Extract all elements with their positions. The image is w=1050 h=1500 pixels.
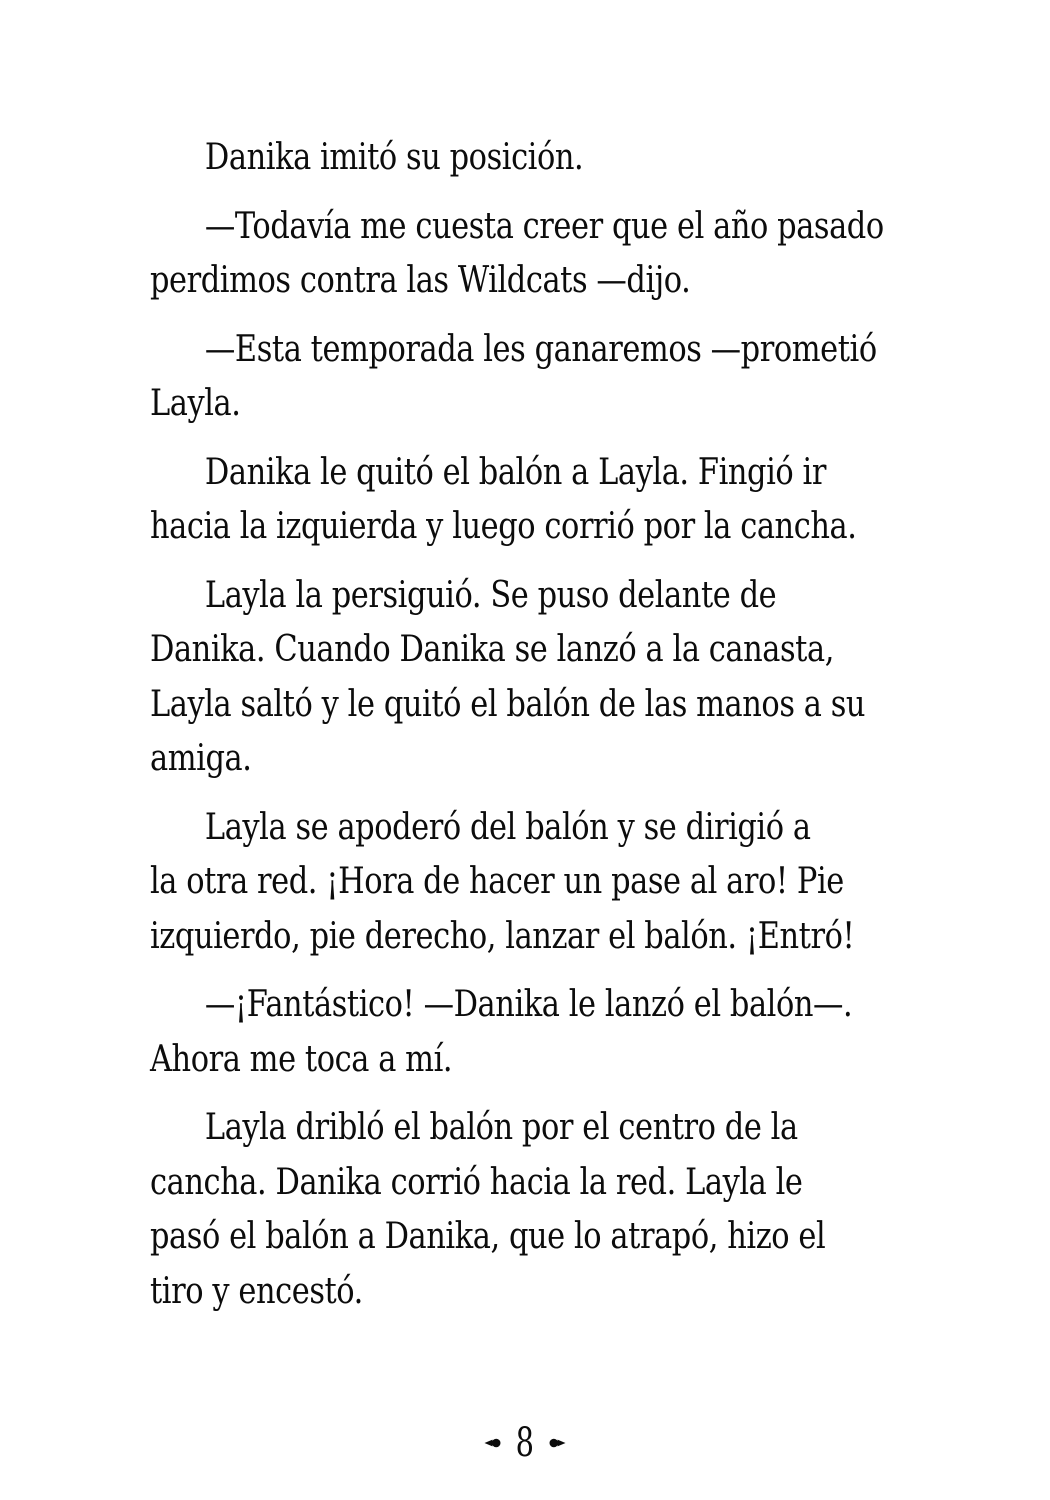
paragraph — [150, 569, 915, 787]
text-line: izquierdo, pie derecho, lanzar el balón. ¡Entró! — [150, 915, 855, 957]
text-line: Danika le quitó el balón a Layla. Fingió ir — [204, 451, 826, 493]
page-number: 8 — [515, 1420, 535, 1466]
page-text — [150, 131, 915, 1333]
text-line: Danika imitó su posición. — [204, 137, 584, 178]
paragraph — [150, 200, 915, 309]
text-line: —¡Fantástico! —Danika le lanzó el balón—. — [204, 984, 853, 1025]
paragraph — [150, 1101, 915, 1319]
text-line: cancha. Danika corrió hacia la red. Layla le — [150, 1161, 803, 1203]
text-line: Layla. — [150, 383, 241, 424]
text-line: la otra red. ¡Hora de hacer un pase al aro! Pie — [150, 861, 844, 902]
page-footer — [0, 1420, 1050, 1466]
footer-ornament-left-icon — [484, 1436, 501, 1450]
paragraph — [150, 131, 915, 186]
paragraph — [150, 801, 915, 965]
text-line: pasó el balón a Danika, que lo atrapó, hizo el — [150, 1216, 826, 1257]
text-line: Ahora me toca a mí. — [150, 1038, 453, 1080]
text-line: Layla saltó y le quitó el balón de las manos a su — [150, 683, 866, 725]
text-line: amiga. — [150, 738, 252, 779]
text-line: tiro y encestó. — [150, 1270, 363, 1312]
text-line: Danika. Cuando Danika se lanzó a la canasta, — [150, 629, 834, 670]
paragraph — [150, 446, 915, 555]
footer-ornament-right-icon — [549, 1436, 566, 1450]
text-line: Layla la persiguió. Se puso delante de — [204, 574, 777, 616]
text-line: perdimos contra las Wildcats —dijo. — [150, 260, 691, 301]
text-line: Layla dribló el balón por el centro de la — [204, 1107, 798, 1148]
text-line: —Todavía me cuesta creer que el año pasado — [204, 205, 884, 247]
paragraph — [150, 323, 915, 432]
paragraph — [150, 978, 915, 1087]
text-line: hacia la izquierda y luego corrió por la cancha. — [150, 506, 857, 547]
text-line: —Esta temporada les ganaremos —prometió — [204, 328, 877, 370]
text-line: Layla se apoderó del balón y se dirigió a — [204, 806, 811, 848]
